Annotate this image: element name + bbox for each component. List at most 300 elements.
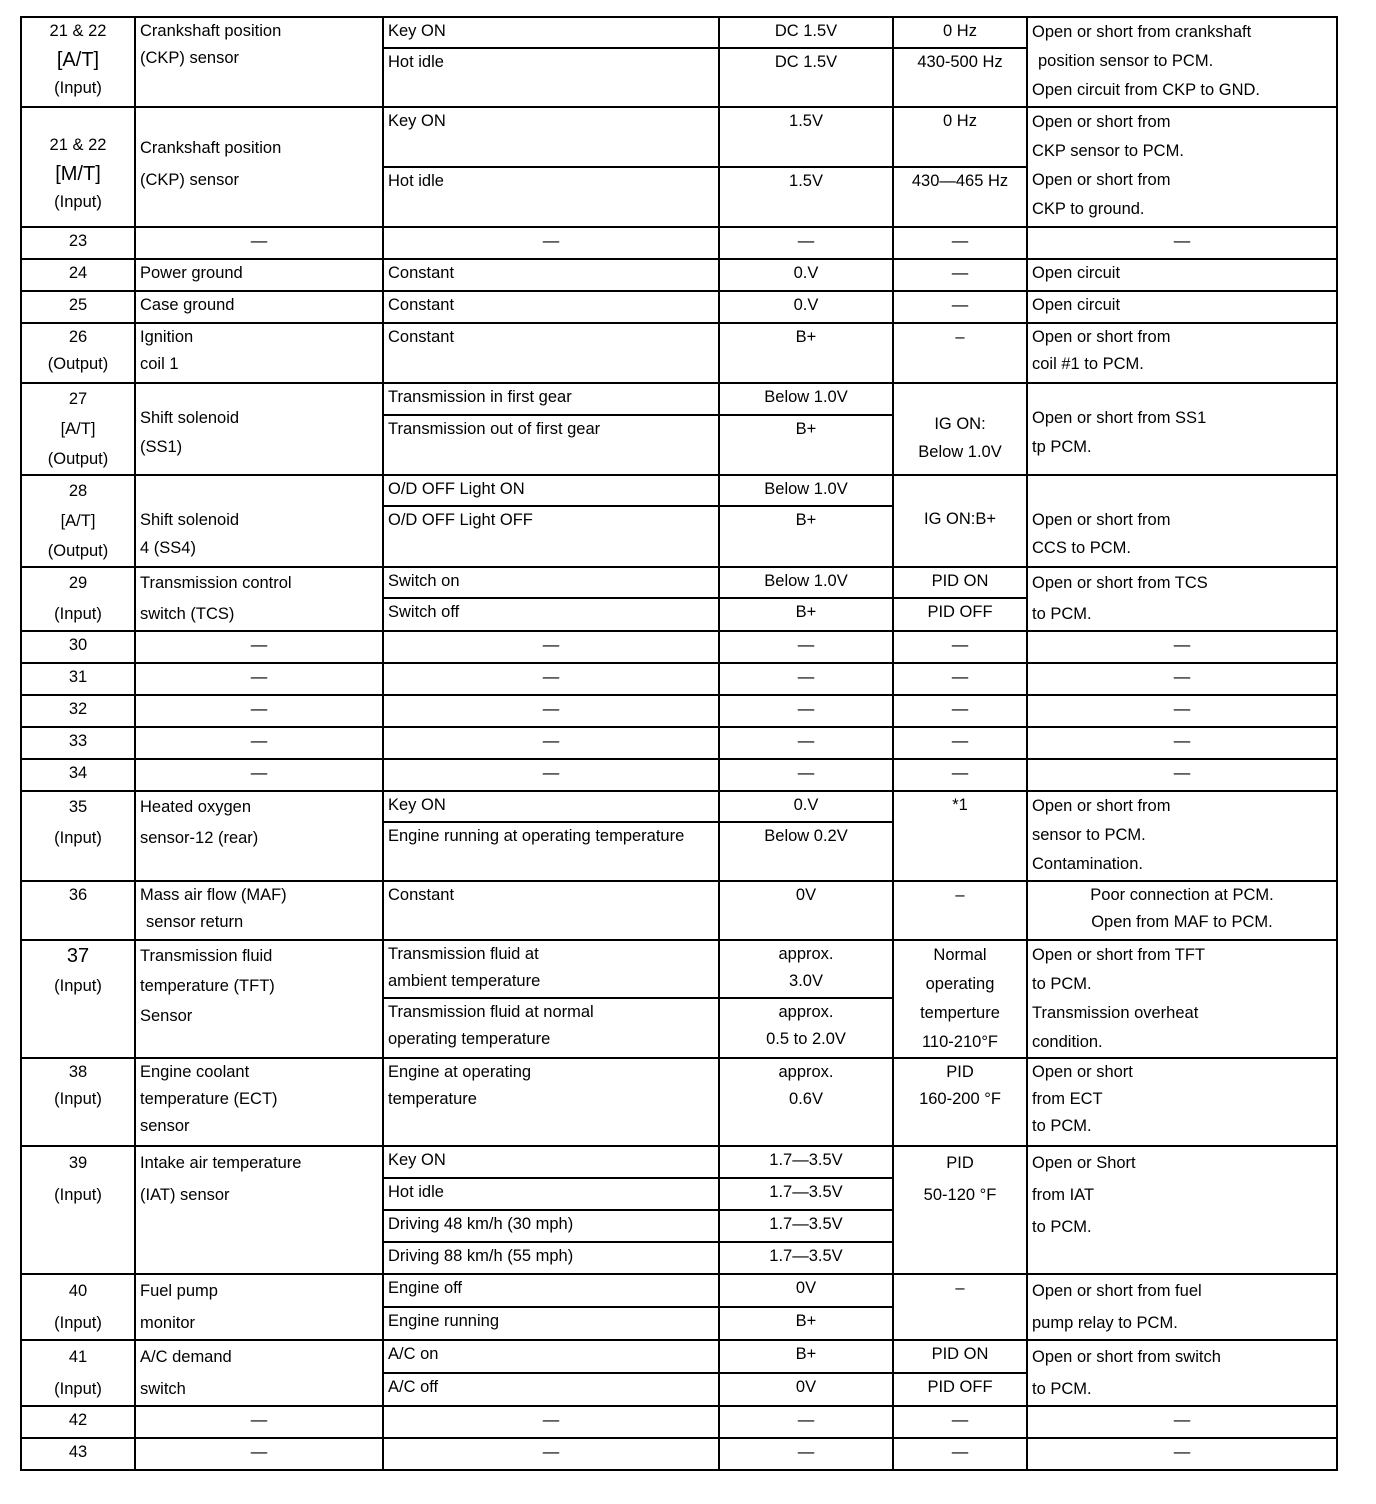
signal-name-line: Engine coolant xyxy=(140,1063,250,1081)
pin-number: 39 xyxy=(68,1154,88,1172)
frequency-line: 50-120 °F xyxy=(923,1186,997,1204)
signal-name-cell xyxy=(135,475,383,567)
signal-name-line: (CKP) sensor xyxy=(140,49,240,67)
signal-name-cell xyxy=(135,323,383,383)
empty-cell: — xyxy=(1027,727,1337,759)
condition-cell: Engine running xyxy=(383,1307,719,1340)
note-line: coil #1 to PCM. xyxy=(1032,355,1144,373)
voltage-line: 0.5 to 2.0V xyxy=(766,1030,846,1049)
empty-cell: — xyxy=(719,727,893,759)
empty-cell: — xyxy=(893,727,1027,759)
voltage-cell: 0V xyxy=(719,1373,893,1406)
table-row xyxy=(21,259,1337,291)
condition-line: operating temperature xyxy=(388,1030,551,1049)
empty-cell: — xyxy=(383,631,719,663)
notes-cell xyxy=(1027,1340,1337,1406)
pin-cell xyxy=(21,791,135,881)
frequency-line: IG ON: xyxy=(934,415,986,433)
voltage-cell: 1.5V xyxy=(719,107,893,167)
frequency-cell xyxy=(893,383,1027,475)
frequency-cell: — xyxy=(893,291,1027,323)
voltage-cell: 0.V xyxy=(719,259,893,291)
table-row xyxy=(21,1058,1337,1146)
table-row xyxy=(21,1146,1337,1178)
empty-cell: — xyxy=(135,663,383,695)
frequency-cell: PID ON xyxy=(893,1340,1027,1373)
empty-cell: — xyxy=(893,695,1027,727)
notes-cell xyxy=(1027,1274,1337,1340)
pin-cell xyxy=(21,323,135,383)
note-line: Open or short from TCS xyxy=(1032,574,1208,592)
condition-line: Transmission fluid at normal xyxy=(388,1003,594,1022)
signal-name-line: sensor-12 (rear) xyxy=(140,829,259,847)
empty-cell: — xyxy=(719,1438,893,1470)
voltage-cell: 1.7—3.5V xyxy=(719,1242,893,1274)
signal-name-line: Heated oxygen xyxy=(140,798,251,816)
empty-cell: — xyxy=(135,727,383,759)
frequency-cell: 430—465 Hz xyxy=(893,167,1027,227)
signal-name-cell xyxy=(135,1340,383,1406)
signal-name-cell xyxy=(135,1058,383,1146)
table-row xyxy=(21,663,1337,695)
signal-name-line: Sensor xyxy=(140,1007,193,1025)
signal-name-line: Crankshaft position xyxy=(140,139,282,157)
condition-cell: Engine off xyxy=(383,1274,719,1307)
empty-cell: — xyxy=(1027,1438,1337,1470)
pin-direction: (Input) xyxy=(54,1314,102,1332)
note-line: Open circuit from CKP to GND. xyxy=(1032,81,1261,99)
signal-name-line: switch xyxy=(140,1380,186,1398)
voltage-cell: Below 0.2V xyxy=(719,822,893,881)
note-line: from IAT xyxy=(1032,1186,1095,1204)
voltage-line: approx. xyxy=(778,1003,834,1022)
note-line: to PCM. xyxy=(1032,975,1092,993)
signal-name-line: coil 1 xyxy=(140,355,179,373)
voltage-cell: 0.V xyxy=(719,791,893,822)
pin-cell xyxy=(21,475,135,567)
voltage-cell xyxy=(719,1058,893,1146)
condition-cell: Driving 48 km/h (30 mph) xyxy=(383,1210,719,1242)
pin-cell xyxy=(21,567,135,631)
condition-line: ambient temperature xyxy=(388,972,541,990)
frequency-cell: – xyxy=(893,323,1027,383)
signal-name-line: Shift solenoid xyxy=(140,409,240,427)
empty-cell: — xyxy=(893,1438,1027,1470)
note-line: tp PCM. xyxy=(1032,438,1092,456)
voltage-cell: B+ xyxy=(719,506,893,567)
voltage-cell: 1.5V xyxy=(719,167,893,227)
condition-cell xyxy=(383,940,719,998)
pin-number: 21 & 22 xyxy=(49,22,107,40)
pin-direction: (Input) xyxy=(54,1090,102,1108)
empty-cell: — xyxy=(135,1438,383,1470)
signal-name-line: A/C demand xyxy=(140,1348,232,1366)
pcm-pin-table xyxy=(20,16,1338,1471)
note-line: to PCM. xyxy=(1032,605,1092,623)
table-row xyxy=(21,227,1337,259)
empty-cell: — xyxy=(1027,1406,1337,1438)
condition-cell: Hot idle xyxy=(383,167,719,227)
condition-cell: A/C off xyxy=(383,1373,719,1406)
pin-cell xyxy=(21,17,135,107)
pin-cell: 34 xyxy=(21,759,135,791)
signal-name-line: Transmission fluid xyxy=(140,947,273,965)
table-row xyxy=(21,1438,1337,1470)
note-line: condition. xyxy=(1032,1033,1103,1051)
empty-cell: — xyxy=(383,727,719,759)
condition-cell: Constant xyxy=(383,881,719,940)
note-line: to PCM. xyxy=(1032,1380,1092,1398)
voltage-line: approx. xyxy=(778,945,834,963)
note-line: sensor to PCM. xyxy=(1032,826,1146,844)
table-row xyxy=(21,940,1337,998)
pin-cell xyxy=(21,1274,135,1340)
empty-cell: — xyxy=(135,759,383,791)
pin-direction: (Input) xyxy=(54,1380,102,1398)
signal-name-line: switch (TCS) xyxy=(140,605,235,623)
empty-cell: — xyxy=(893,759,1027,791)
empty-cell: — xyxy=(383,663,719,695)
empty-cell: — xyxy=(383,759,719,791)
signal-name-line: Intake air temperature xyxy=(140,1154,302,1172)
pin-number: 28 xyxy=(68,482,88,500)
signal-name-cell xyxy=(135,383,383,475)
table-row xyxy=(21,881,1337,940)
signal-name-line: temperature (ECT) xyxy=(140,1090,278,1108)
signal-name-cell: Case ground xyxy=(135,291,383,323)
frequency-line: Below 1.0V xyxy=(918,443,1002,461)
pin-variant: [M/T] xyxy=(55,163,101,185)
condition-cell: O/D OFF Light ON xyxy=(383,475,719,506)
pin-cell: 42 xyxy=(21,1406,135,1438)
pin-cell: 36 xyxy=(21,881,135,940)
voltage-cell: B+ xyxy=(719,323,893,383)
frequency-cell xyxy=(893,940,1027,1058)
empty-cell: — xyxy=(1027,663,1337,695)
signal-name-line: Transmission control xyxy=(140,574,292,592)
table-row xyxy=(21,567,1337,598)
notes-cell: Open circuit xyxy=(1027,291,1337,323)
notes-cell: Open circuit xyxy=(1027,259,1337,291)
condition-cell: Transmission in first gear xyxy=(383,383,719,415)
signal-name-line: Shift solenoid xyxy=(140,511,240,529)
signal-name-cell xyxy=(135,17,383,107)
pin-number: 26 xyxy=(68,328,88,346)
frequency-cell: PID ON xyxy=(893,567,1027,598)
note-line: Contamination. xyxy=(1032,855,1143,873)
notes-cell xyxy=(1027,107,1337,227)
note-line: from ECT xyxy=(1032,1090,1103,1108)
empty-cell: — xyxy=(719,695,893,727)
note-line: Open or short from TFT xyxy=(1032,946,1205,964)
pin-cell xyxy=(21,1340,135,1406)
voltage-line: approx. xyxy=(778,1063,834,1081)
notes-cell xyxy=(1027,17,1337,107)
frequency-cell xyxy=(893,1058,1027,1146)
table-row xyxy=(21,1340,1337,1373)
empty-cell: — xyxy=(719,759,893,791)
pin-variant: [A/T] xyxy=(56,49,100,71)
signal-name-line: monitor xyxy=(140,1314,196,1332)
empty-cell: — xyxy=(1027,227,1337,259)
pin-cell: 31 xyxy=(21,663,135,695)
pin-cell: 23 xyxy=(21,227,135,259)
pin-variant: [A/T] xyxy=(60,420,96,438)
note-line: Open or short from crankshaft xyxy=(1032,23,1252,41)
frequency-cell: PID OFF xyxy=(893,1373,1027,1406)
note-line: Open or short from xyxy=(1032,113,1171,131)
pin-number: 21 & 22 xyxy=(49,136,107,154)
pin-direction: (Input) xyxy=(54,79,102,97)
signal-name-line: Ignition xyxy=(140,328,194,346)
notes-cell xyxy=(1027,475,1337,567)
frequency-line: 110-210°F xyxy=(921,1033,998,1051)
pin-number: 35 xyxy=(68,798,88,816)
note-line: CKP to ground. xyxy=(1032,200,1145,218)
note-line: Open from MAF to PCM. xyxy=(1091,913,1273,931)
note-line: to PCM. xyxy=(1032,1218,1092,1236)
signal-name-line: Mass air flow (MAF) xyxy=(140,886,287,904)
table-row xyxy=(21,727,1337,759)
signal-name-cell xyxy=(135,881,383,940)
voltage-cell: Below 1.0V xyxy=(719,475,893,506)
voltage-cell xyxy=(719,998,893,1058)
empty-cell: — xyxy=(135,227,383,259)
note-line: Open or short xyxy=(1032,1063,1133,1081)
condition-line: Engine at operating xyxy=(388,1063,532,1081)
notes-cell xyxy=(1027,1146,1337,1274)
signal-name-cell xyxy=(135,940,383,1058)
empty-cell: — xyxy=(893,663,1027,695)
signal-name-cell xyxy=(135,567,383,631)
frequency-cell: 0 Hz xyxy=(893,17,1027,48)
note-line: Open or short from SS1 xyxy=(1032,409,1207,427)
note-line: CKP sensor to PCM. xyxy=(1032,142,1184,160)
condition-cell: Constant xyxy=(383,291,719,323)
pin-number: 40 xyxy=(68,1282,88,1300)
voltage-cell: DC 1.5V xyxy=(719,48,893,107)
pin-direction: (Output) xyxy=(47,450,109,468)
voltage-cell: 1.7—3.5V xyxy=(719,1210,893,1242)
table-row xyxy=(21,323,1337,383)
pin-cell xyxy=(21,940,135,1058)
pin-direction: (Input) xyxy=(54,829,102,847)
voltage-cell: 1.7—3.5V xyxy=(719,1146,893,1178)
signal-name-cell xyxy=(135,791,383,881)
voltage-cell: 1.7—3.5V xyxy=(719,1178,893,1210)
pin-cell xyxy=(21,107,135,227)
pin-direction: (Input) xyxy=(54,977,102,995)
condition-cell: Hot idle xyxy=(383,48,719,107)
pin-cell: 43 xyxy=(21,1438,135,1470)
frequency-cell: *1 xyxy=(893,791,1027,881)
notes-cell xyxy=(1027,323,1337,383)
table-row xyxy=(21,1274,1337,1307)
signal-name-line: Fuel pump xyxy=(140,1282,218,1300)
table-row xyxy=(21,107,1337,167)
frequency-cell: – xyxy=(893,881,1027,940)
empty-cell: — xyxy=(719,1406,893,1438)
notes-cell xyxy=(1027,881,1337,940)
pin-cell: 33 xyxy=(21,727,135,759)
condition-cell xyxy=(383,1058,719,1146)
frequency-cell xyxy=(893,1146,1027,1274)
table-row xyxy=(21,759,1337,791)
signal-name-line: 4 (SS4) xyxy=(140,539,196,557)
condition-cell: O/D OFF Light OFF xyxy=(383,506,719,567)
pin-cell: 25 xyxy=(21,291,135,323)
frequency-line: PID xyxy=(946,1063,974,1081)
voltage-cell: DC 1.5V xyxy=(719,17,893,48)
note-line: Poor connection at PCM. xyxy=(1090,886,1274,904)
notes-cell xyxy=(1027,567,1337,631)
notes-cell xyxy=(1027,383,1337,475)
condition-line: Transmission fluid at xyxy=(388,945,539,963)
empty-cell: — xyxy=(893,227,1027,259)
table-row xyxy=(21,383,1337,415)
pin-number: 29 xyxy=(68,574,88,592)
empty-cell: — xyxy=(383,1438,719,1470)
note-line: Open or short from xyxy=(1032,171,1171,189)
signal-name-line: sensor return xyxy=(146,913,244,931)
condition-cell: Constant xyxy=(383,323,719,383)
signal-name-cell: Power ground xyxy=(135,259,383,291)
notes-cell xyxy=(1027,940,1337,1058)
pin-variant: [A/T] xyxy=(60,512,96,530)
empty-cell: — xyxy=(1027,695,1337,727)
condition-cell: Key ON xyxy=(383,17,719,48)
condition-cell: Constant xyxy=(383,259,719,291)
signal-name-cell xyxy=(135,107,383,227)
table-row xyxy=(21,291,1337,323)
frequency-cell: 430-500 Hz xyxy=(893,48,1027,107)
voltage-cell: B+ xyxy=(719,598,893,631)
frequency-line: PID xyxy=(946,1154,974,1172)
frequency-cell: IG ON:B+ xyxy=(893,475,1027,567)
empty-cell: — xyxy=(135,631,383,663)
condition-cell: Switch off xyxy=(383,598,719,631)
pin-cell xyxy=(21,383,135,475)
pin-direction: (Output) xyxy=(47,542,109,560)
table-row xyxy=(21,631,1337,663)
empty-cell: — xyxy=(719,631,893,663)
condition-cell: Hot idle xyxy=(383,1178,719,1210)
pin-direction: (Input) xyxy=(54,605,102,623)
note-line: Open or Short xyxy=(1032,1154,1136,1172)
voltage-cell: B+ xyxy=(719,1340,893,1373)
pin-cell: 30 xyxy=(21,631,135,663)
table-row xyxy=(21,695,1337,727)
signal-name-line: temperature (TFT) xyxy=(140,977,275,995)
voltage-cell: 0.V xyxy=(719,291,893,323)
pin-direction: (Input) xyxy=(54,193,102,211)
signal-name-cell xyxy=(135,1274,383,1340)
empty-cell: — xyxy=(893,631,1027,663)
frequency-line: temperture xyxy=(920,1004,1000,1022)
empty-cell: — xyxy=(383,695,719,727)
note-line: to PCM. xyxy=(1032,1117,1092,1135)
condition-cell: Engine running at operating temperature xyxy=(383,822,719,881)
notes-cell xyxy=(1027,1058,1337,1146)
signal-name-line: (IAT) sensor xyxy=(140,1186,230,1204)
note-line: pump relay to PCM. xyxy=(1032,1314,1178,1332)
note-line: Open or short from xyxy=(1032,328,1171,346)
pin-direction: (Output) xyxy=(47,355,109,373)
note-line: Open or short from fuel xyxy=(1032,1282,1202,1300)
frequency-cell: PID OFF xyxy=(893,598,1027,631)
pin-direction: (Input) xyxy=(54,1186,102,1204)
condition-cell: Key ON xyxy=(383,1146,719,1178)
pin-cell: 32 xyxy=(21,695,135,727)
empty-cell: — xyxy=(135,695,383,727)
frequency-line: Normal xyxy=(933,946,987,964)
note-line: position sensor to PCM. xyxy=(1038,52,1214,70)
note-line: CCS to PCM. xyxy=(1032,539,1132,557)
voltage-cell: Below 1.0V xyxy=(719,567,893,598)
voltage-cell: B+ xyxy=(719,415,893,475)
voltage-cell: B+ xyxy=(719,1307,893,1340)
condition-cell: A/C on xyxy=(383,1340,719,1373)
voltage-line: 3.0V xyxy=(789,972,823,990)
frequency-cell: – xyxy=(893,1274,1027,1340)
pin-cell: 24 xyxy=(21,259,135,291)
empty-cell: — xyxy=(383,227,719,259)
note-line: Open or short from xyxy=(1032,511,1171,529)
signal-name-line: sensor xyxy=(140,1117,190,1135)
table-row xyxy=(21,475,1337,506)
pin-number: 37 xyxy=(66,945,90,967)
condition-cell: Switch on xyxy=(383,567,719,598)
signal-name-line: Crankshaft position xyxy=(140,22,282,40)
condition-line: temperature xyxy=(388,1090,477,1108)
voltage-cell: Below 1.0V xyxy=(719,383,893,415)
empty-cell: — xyxy=(135,1406,383,1438)
pin-number: 38 xyxy=(68,1063,88,1081)
table-row xyxy=(21,17,1337,48)
empty-cell: — xyxy=(1027,631,1337,663)
condition-cell: Key ON xyxy=(383,791,719,822)
notes-cell xyxy=(1027,791,1337,881)
pin-number: 41 xyxy=(68,1348,88,1366)
empty-cell: — xyxy=(893,1406,1027,1438)
signal-name-line: (SS1) xyxy=(140,438,183,456)
note-line: Open or short from xyxy=(1032,797,1171,815)
frequency-cell: — xyxy=(893,259,1027,291)
signal-name-line: (CKP) sensor xyxy=(140,171,240,189)
frequency-cell: 0 Hz xyxy=(893,107,1027,167)
condition-cell: Driving 88 km/h (55 mph) xyxy=(383,1242,719,1274)
frequency-line: 160-200 °F xyxy=(919,1090,1001,1108)
note-line: Open or short from switch xyxy=(1032,1348,1221,1366)
voltage-line: 0.6V xyxy=(789,1090,823,1108)
condition-cell xyxy=(383,998,719,1058)
empty-cell: — xyxy=(383,1406,719,1438)
pin-cell xyxy=(21,1058,135,1146)
frequency-line: operating xyxy=(925,975,995,993)
condition-cell: Key ON xyxy=(383,107,719,167)
note-line: Transmission overheat xyxy=(1032,1004,1199,1022)
condition-cell: Transmission out of first gear xyxy=(383,415,719,475)
signal-name-cell xyxy=(135,1146,383,1274)
table-row xyxy=(21,1406,1337,1438)
voltage-cell: 0V xyxy=(719,881,893,940)
pin-number: 27 xyxy=(68,390,88,408)
voltage-cell: 0V xyxy=(719,1274,893,1307)
empty-cell: — xyxy=(1027,759,1337,791)
voltage-cell xyxy=(719,940,893,998)
pin-cell xyxy=(21,1146,135,1274)
table-row xyxy=(21,791,1337,822)
